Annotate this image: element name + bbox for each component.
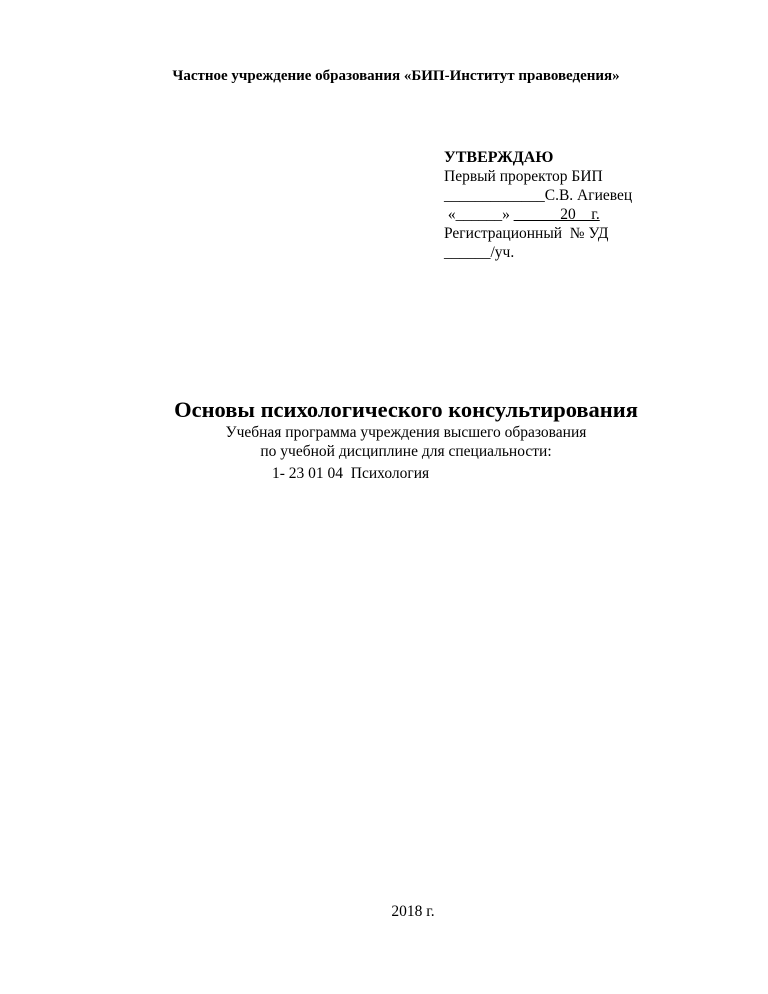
approval-date-year: ______20__г. [513, 206, 600, 223]
approver-position: Первый проректор БИП [444, 168, 603, 185]
registration-number-suffix: ______/уч. [444, 244, 515, 261]
signature-line: _____________С.В. Агиевец [444, 187, 633, 204]
title-block [0, 397, 768, 461]
approval-block [444, 148, 632, 262]
institution-name: Частное учреждение образования «БИП-Институт правоведения» [172, 68, 620, 84]
document-subtitle-line-1: Учебная программа учреждения высшего образования [225, 424, 587, 441]
specialty-code: 1- 23 01 04 Психология [272, 465, 430, 482]
document-title: Основы психологического консультирования [174, 397, 638, 422]
approval-date-day-month: «______» [444, 206, 514, 223]
registration-number-label: Регистрационный № УД [444, 225, 609, 242]
approval-date-line [444, 205, 632, 224]
document-subtitle-line-2: по учебной дисциплине для специальности: [260, 443, 552, 460]
document-year: 2018 г. [391, 903, 435, 920]
approval-heading: УТВЕРЖДАЮ [444, 149, 554, 166]
